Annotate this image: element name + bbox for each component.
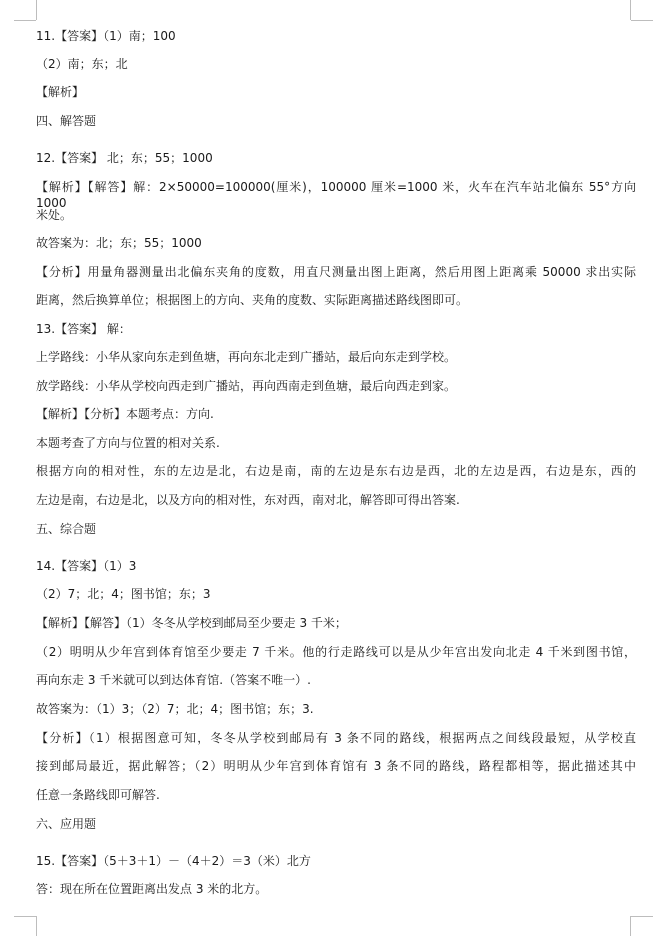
q12-solution-line-2: 米处。 xyxy=(36,208,73,222)
q12-final-answer: 故答案为：北；东；55；1000 xyxy=(36,236,202,250)
crop-mark-bottom-right-vertical xyxy=(630,916,631,936)
q12-solution-line-1: 【解析】【解答】解：2×50000=100000(厘米)，100000 厘米=1000 米，火车在汽车站北偏东 55°方向 1000 xyxy=(36,180,636,210)
q12-analysis-line-2: 距离，然后换算单位；根据图上的方向、夹角的度数、实际距离描述路线图即可。 xyxy=(36,293,469,307)
section-heading-4: 四、解答题 xyxy=(36,114,97,128)
q14-analysis-line-2: 接到邮局最近，据此解答；（2）明明从少年宫到体育馆有 3 条不同的路线，路程都相等，据此描述其中 xyxy=(36,759,636,773)
q14-solution-line-3: 再向东走 3 千米就可以到达体育馆.（答案不唯一）. xyxy=(36,673,311,687)
q14-answer-part2: （2）7；北；4；图书馆；东；3 xyxy=(36,587,211,601)
crop-mark-bottom-left-vertical xyxy=(36,916,37,936)
q14-analysis-line-3: 任意一条路线即可解答. xyxy=(36,788,160,802)
q13-analysis-line-2: 左边是南，右边是北，以及方向的相对性，东对西，南对北，解答即可得出答案. xyxy=(36,493,460,507)
crop-mark-bottom-left-horizontal xyxy=(14,916,36,917)
q13-analysis-topic: 本题考查了方向与位置的相对关系. xyxy=(36,436,220,450)
q14-solution-line-1: 【解析】【解答】（1）冬冬从学校到邮局至少要走 3 千米； xyxy=(36,616,347,630)
crop-mark-top-right-horizontal xyxy=(631,20,653,21)
q13-route-home: 放学路线：小华从学校向西走到广播站，再向西南走到鱼塘，最后向西走到家。 xyxy=(36,379,457,393)
q11-answer-line: 11.【答案】（1）南；100 xyxy=(36,29,176,43)
crop-mark-top-left-horizontal xyxy=(14,20,36,21)
q13-analysis-line-1: 根据方向的相对性，东的左边是北，右边是南，南的左边是东右边是西，北的左边是西，右边是东，西的 xyxy=(36,464,636,478)
section-heading-5: 五、综合题 xyxy=(36,522,97,536)
crop-mark-top-right-vertical xyxy=(630,0,631,20)
q13-analysis-label: 【解析】【分析】本题考点：方向. xyxy=(36,407,214,421)
q13-answer-line: 13.【答案】 解： xyxy=(36,322,131,336)
q11-analysis-label: 【解析】 xyxy=(36,85,85,99)
crop-mark-bottom-right-horizontal xyxy=(631,916,653,917)
q11-answer-part2: （2）南；东；北 xyxy=(36,57,128,71)
q15-response-line: 答：现在所在位置距离出发点 3 米的北方。 xyxy=(36,882,268,896)
q12-answer-line: 12.【答案】 北；东；55；1000 xyxy=(36,151,213,165)
q14-final-answer: 故答案为：（1）3；（2）7；北；4；图书馆；东；3. xyxy=(36,702,314,716)
section-heading-6: 六、应用题 xyxy=(36,817,97,831)
q13-route-to-school: 上学路线：小华从家向东走到鱼塘，再向东北走到广播站，最后向东走到学校。 xyxy=(36,350,457,364)
q12-analysis-line-1: 【分析】用量角器测量出北偏东夹角的度数，用直尺测量出图上距离，然后用图上距离乘 50000 求出实际 xyxy=(36,265,636,279)
q14-analysis-line-1: 【分析】（1）根据图意可知，冬冬从学校到邮局有 3 条不同的路线，根据两点之间线段最短，从学校直 xyxy=(36,731,636,745)
q14-solution-line-2: （2）明明从少年宫到体育馆至少要走 7 千米。他的行走路线可以是从少年宫出发向北走 4 千米到图书馆， xyxy=(36,645,636,659)
q15-answer-line: 15.【答案】（5＋3＋1）－（4＋2）＝3（米）北方 xyxy=(36,854,311,868)
crop-mark-top-left-vertical xyxy=(36,0,37,20)
q14-answer-line: 14.【答案】（1）3 xyxy=(36,559,137,573)
